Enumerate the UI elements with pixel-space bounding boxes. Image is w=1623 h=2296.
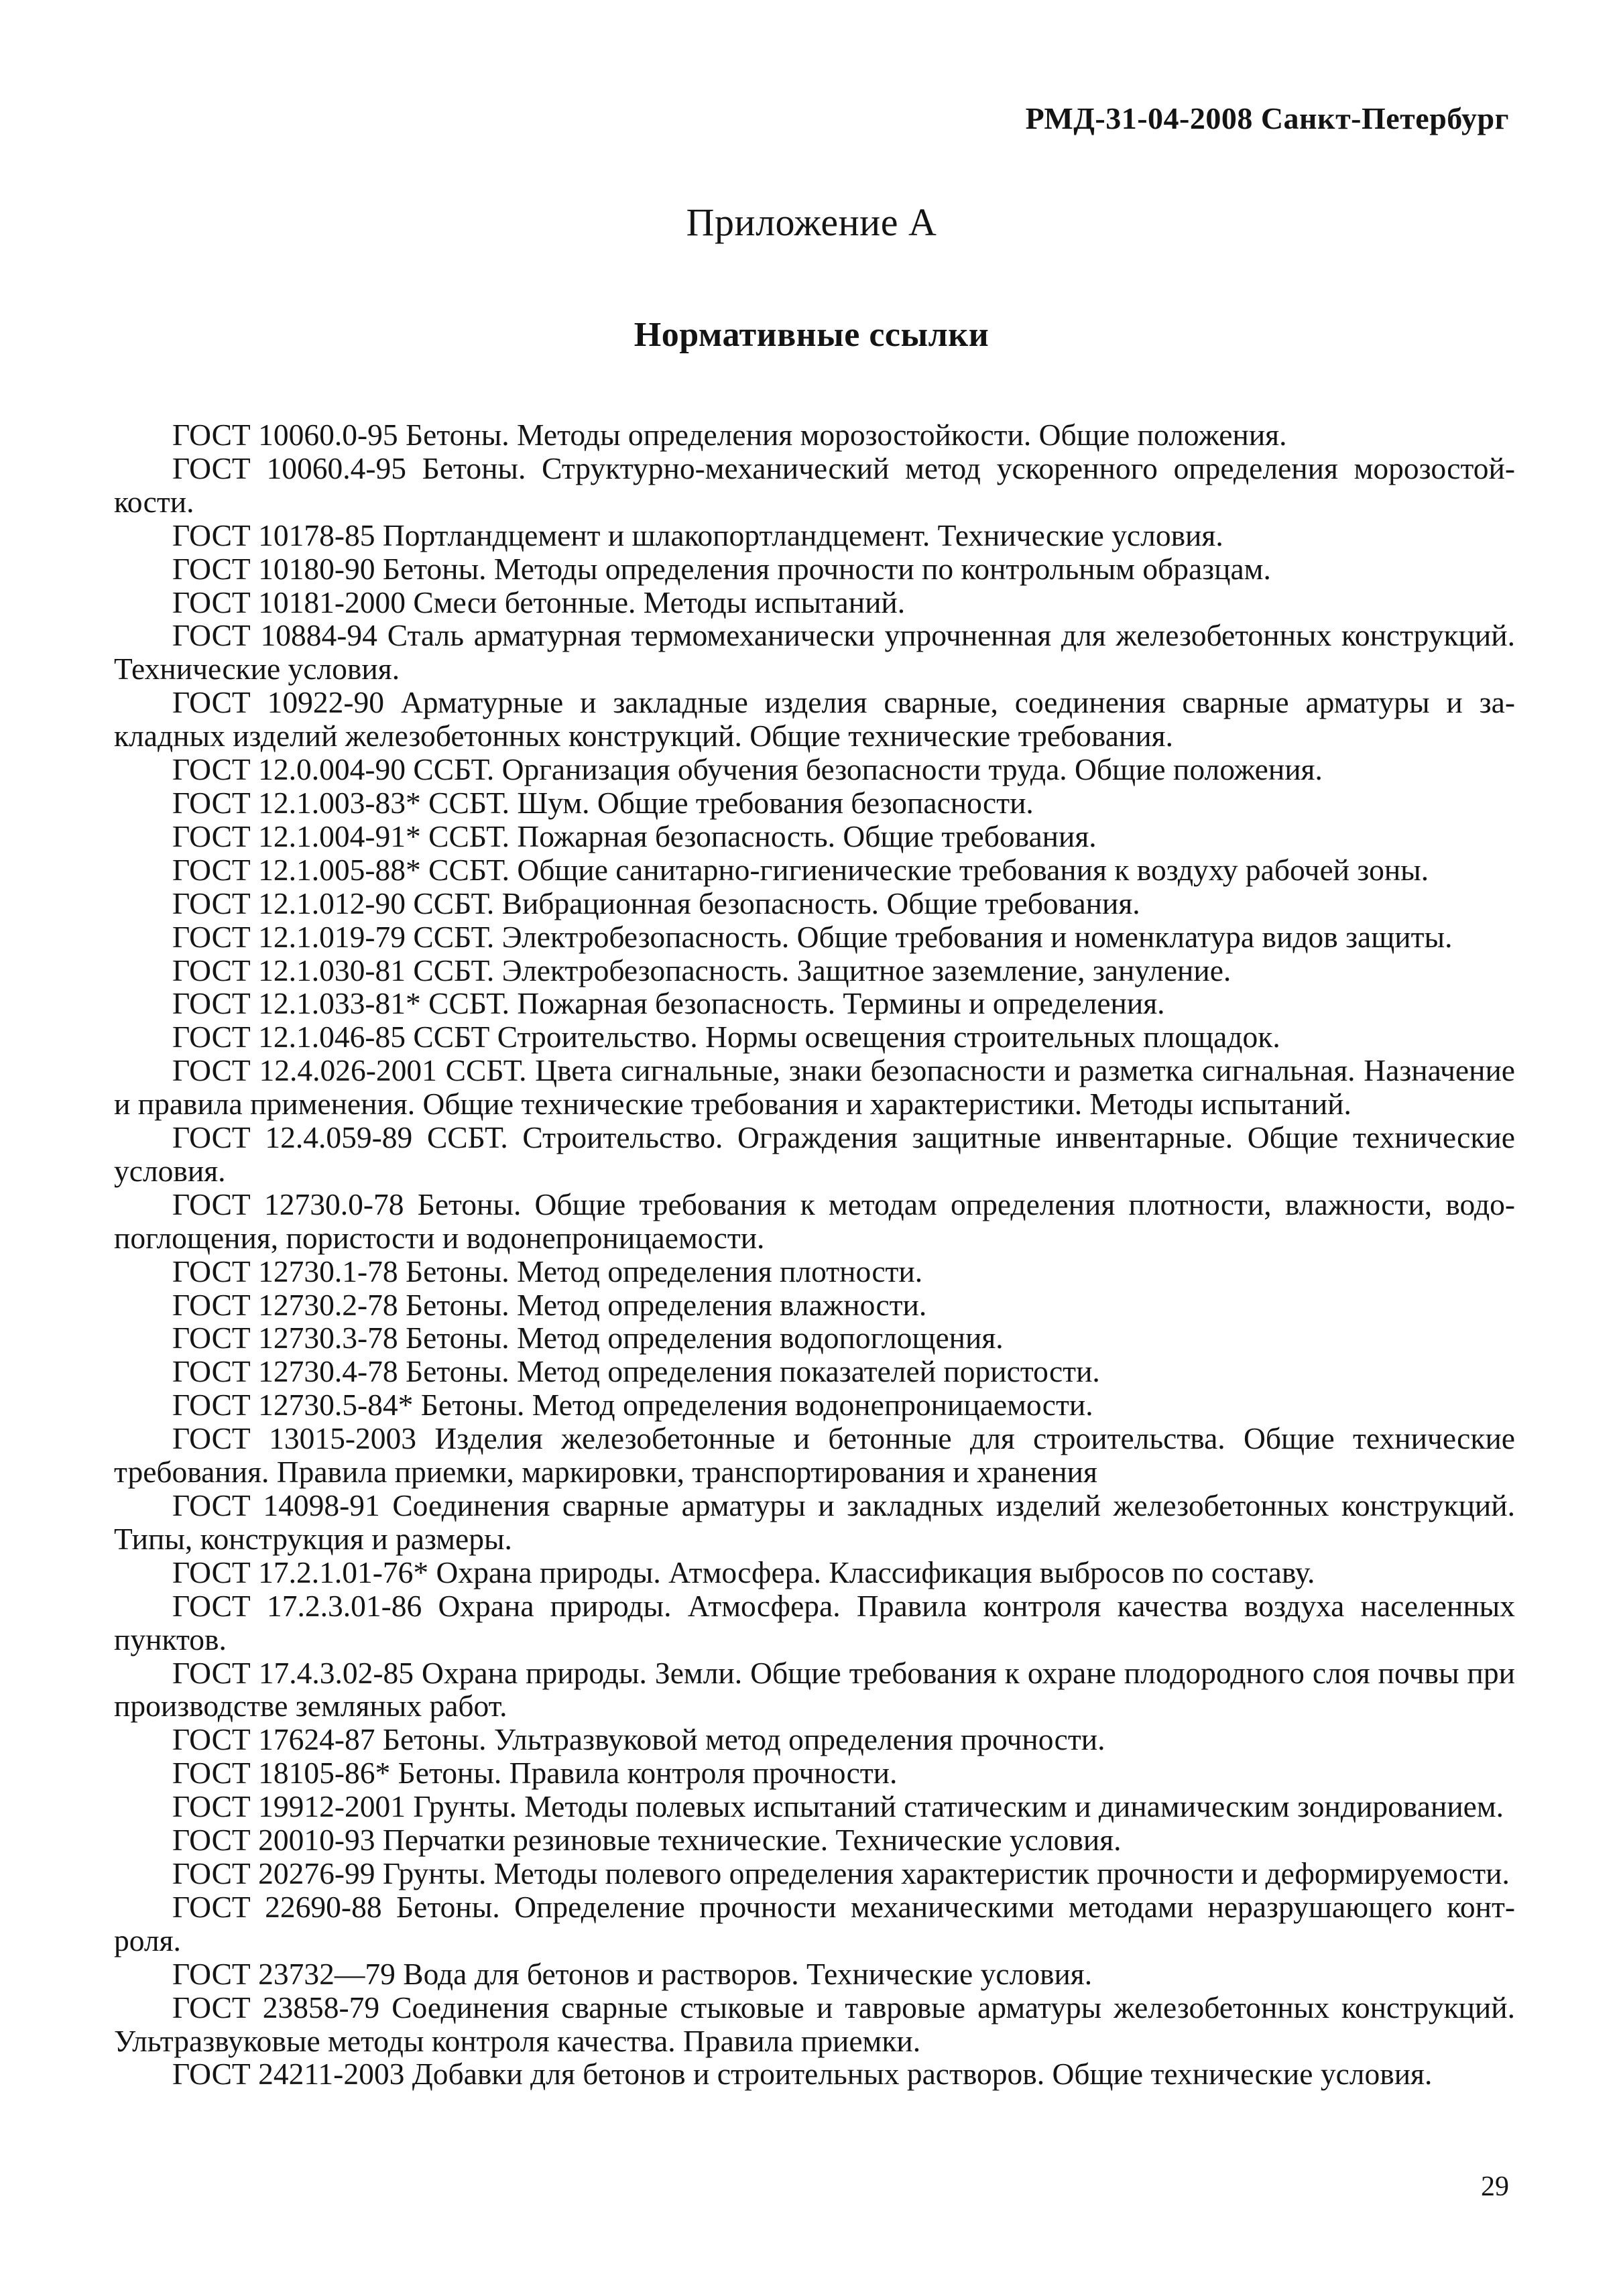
reference-item: ГОСТ 10060.4-95 Бетоны. Структурно-механический метод ускоренного определения морозостойкости.: [114, 450, 1515, 519]
reference-item: ГОСТ 24211-2003 Добавки для бетонов и строительных растворов. Общие технические условия.: [172, 2057, 1433, 2092]
reference-item: ГОСТ 12730.4-78 Бетоны. Метод определения показателей пористости.: [172, 1354, 1100, 1389]
reference-item: ГОСТ 14098-91 Соединения сварные арматуры и закладных изделий железобетонных конструкций. Типы, конструкция и размеры.: [114, 1488, 1515, 1556]
reference-item: ГОСТ 20010-93 Перчатки резиновые технические. Технические условия.: [172, 1823, 1122, 1858]
reference-item: ГОСТ 12730.0-78 Бетоны. Общие требования к методам определения плотности, влажности, водопоглощения, пористости и водонепроницаемости.: [114, 1187, 1515, 1255]
reference-item: ГОСТ 18105-86* Бетоны. Правила контроля прочности.: [172, 1756, 898, 1791]
reference-item: ГОСТ 12.1.033-81* ССБТ. Пожарная безопасность. Термины и определения.: [172, 986, 1165, 1021]
reference-item: ГОСТ 10060.0-95 Бетоны. Методы определения морозостойкости. Общие положения.: [172, 418, 1287, 452]
reference-item: ГОСТ 12.4.059-89 ССБТ. Строительство. Ограждения защитные инвентарные. Общие технические условия.: [114, 1120, 1515, 1188]
reference-item: ГОСТ 19912-2001 Грунты. Методы полевых испытаний статическим и динамическим зондированием.: [172, 1789, 1504, 1824]
reference-item: ГОСТ 20276-99 Грунты. Методы полевого определения характеристик прочности и деформируемости.: [172, 1856, 1510, 1890]
reference-item: ГОСТ 17.4.3.02-85 Охрана природы. Земли. Общие требования к охране плодородного слоя почвы при производстве земляных работ.: [114, 1655, 1515, 1724]
reference-item: ГОСТ 12730.1-78 Бетоны. Метод определения плотности.: [172, 1254, 923, 1288]
running-header: РМД-31-04-2008 Санкт-Петербург: [1025, 101, 1509, 135]
references-list: [114, 418, 1515, 2091]
reference-item: ГОСТ 13015-2003 Изделия железобетонные и бетонные для строительства. Общие технические требования. Правила приемки, маркировки, транспортирования и хранения: [114, 1421, 1515, 1490]
reference-item: ГОСТ 17.2.3.01-86 Охрана природы. Атмосфера. Правила контроля качества воздуха населенных пунктов.: [114, 1588, 1515, 1656]
reference-item: ГОСТ 12730.5-84* Бетоны. Метод определения водонепроницаемости.: [172, 1388, 1093, 1423]
reference-item: ГОСТ 10884-94 Сталь арматурная термомеханически упрочненная для железобетонных конструкций. Технические условия.: [114, 618, 1515, 686]
reference-item: ГОСТ 12.1.030-81 ССБТ. Электробезопасность. Защитное заземление, зануление.: [172, 953, 1231, 987]
reference-item: ГОСТ 12.0.004-90 ССБТ. Организация обучения безопасности труда. Общие положения.: [172, 752, 1323, 787]
page-number: 29: [1481, 2171, 1509, 2202]
reference-item: ГОСТ 23732—79 Вода для бетонов и растворов. Технические условия.: [172, 1956, 1093, 1991]
reference-item: ГОСТ 12730.2-78 Бетоны. Метод определения влажности.: [172, 1287, 927, 1322]
reference-item: ГОСТ 12.1.004-91* ССБТ. Пожарная безопасность. Общие требования.: [172, 819, 1097, 853]
reference-item: ГОСТ 17.2.1.01-76* Охрана природы. Атмосфера. Классификация выбросов по составу.: [172, 1555, 1315, 1589]
reference-item: ГОСТ 12730.3-78 Бетоны. Метод определения водопоглощения.: [172, 1321, 1004, 1355]
reference-item: ГОСТ 12.1.012-90 ССБТ. Вибрационная безопасность. Общие требования.: [172, 886, 1140, 920]
reference-item: ГОСТ 10181-2000 Смеси бетонные. Методы испытаний.: [172, 585, 906, 619]
reference-item: ГОСТ 10178-85 Портландцемент и шлакопортландцемент. Технические условия.: [172, 518, 1223, 552]
reference-item: ГОСТ 12.1.003-83* ССБТ. Шум. Общие требования безопасности.: [172, 785, 1034, 820]
appendix-subtitle: Нормативные ссылки: [634, 316, 989, 354]
reference-item: ГОСТ 22690-88 Бетоны. Определение прочности механическими методами неразрушающего контроля.: [114, 1889, 1515, 1957]
reference-item: ГОСТ 23858-79 Соединения сварные стыковые и тавровые арматуры железобетонных конструкций. Ультразвуковые методы контроля качества. Правила приемки.: [114, 1990, 1515, 2058]
reference-item: ГОСТ 12.4.026-2001 ССБТ. Цвета сигнальные, знаки безопасности и разметка сигнальная. Назначение и правила применения. Общие технические требования и характеристики. Методы испытаний.: [114, 1053, 1515, 1122]
reference-item: ГОСТ 12.1.005-88* ССБТ. Общие санитарно-гигиенические требования к воздуху рабочей зоны.: [172, 852, 1429, 887]
reference-item: ГОСТ 12.1.046-85 ССБТ Строительство. Нормы освещения строительных площадок.: [172, 1020, 1280, 1054]
reference-item: ГОСТ 10922-90 Арматурные и закладные изделия сварные, соединения сварные арматуры и закладных изделий железобетонных конструкций. Общие технические требования.: [114, 685, 1515, 753]
appendix-title: Приложение А: [686, 200, 937, 244]
reference-item: ГОСТ 17624-87 Бетоны. Ультразвуковой метод определения прочности.: [172, 1722, 1105, 1757]
reference-item: ГОСТ 12.1.019-79 ССБТ. Электробезопасность. Общие требования и номенклатура видов защиты.: [172, 919, 1453, 954]
reference-item: ГОСТ 10180-90 Бетоны. Методы определения прочности по контрольным образцам.: [172, 551, 1271, 586]
